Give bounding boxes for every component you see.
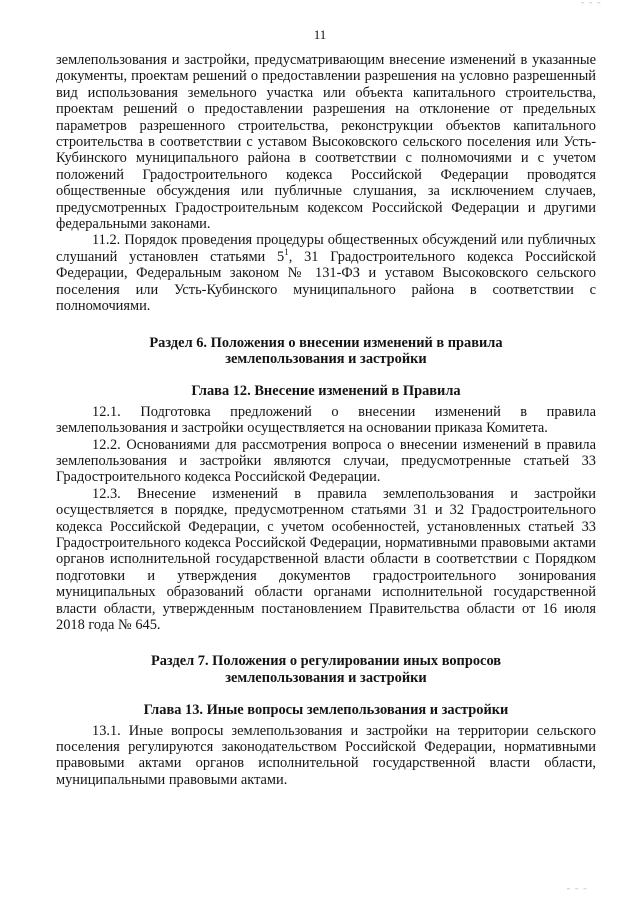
chapter-12-title: Глава 12. Внесение изменений в Правила (191, 383, 461, 400)
section-7-title-line-2: землепользования и застройки (225, 669, 427, 686)
section-7-title-line-1: Раздел 7. Положения о регулировании иных вопросов (150, 653, 502, 670)
paragraph-13-1: 13.1. Иные вопросы землепользования и застройки на территории сельского поселения регулируются законодательством Российской Федерации, нормативными правовыми актами органов исполнительной государственной власти области, муниципальными правовыми актами. (56, 722, 596, 788)
paragraph-11-2 (56, 232, 596, 314)
paragraph-12-2: 12.2. Основаниями для рассмотрения вопроса о внесении изменений в правила землепользования и застройки являются случаи, предусмотренные статьей 33 Градостроительного кодекса Российской Федерации. (56, 436, 596, 486)
section-7-title (56, 653, 596, 686)
document-body (56, 52, 596, 788)
paragraph-continuation: землепользования и застройки, предусматривающим внесение изменений в указанные документы, проектам решений о предоставлении разрешения на условно разрешенный вид использования земельного участка или объекта капитального строительства, проектам решений о предоставлении разрешения на отклонение от предельных параметров разрешенного строительства, реконструкции объектов капитального строительства в соответствии с уставом Высоковского сельского поселения или Усть-Кубинского муниципального района в соответствии с полномочиями и с учетом положений Градостроительного кодекса Российской Федерации проводятся общественные обсуждения или публичные слушания, за исключением случаев, предусмотренных Градостроительным кодексом Российской Федерации и другими федеральными законами. (56, 52, 596, 233)
page-number: 11 (313, 27, 327, 42)
section-6-title-line-1: Раздел 6. Положения о внесении изменений в правила (149, 334, 503, 351)
paragraph-12-3: 12.3. Внесение изменений в правила землепользования и застройки осуществляется в порядке, предусмотренном статьями 31 и 32 Градостроительного кодекса Российской Федерации, с учетом особенностей, установленных статьей 33 Градостроительного кодекса Российской Федерации, нормативными правовыми актами органов исполнительной государственной власти области в соответствии с Порядком подготовки и утверждения документов градостроительного зонирования муниципальных образований области органами исполнительной государственной власти области, утвержденным постановлением Правительства области от 16 июля 2018 года № 645. (56, 485, 596, 633)
scan-artifact-top: ˉ ˉ ˉ (580, 2, 602, 13)
paragraph-11-2-text-a: 11.2. Порядок проведения процедуры общественных обсуждений или публичных слушаний установлен статьями 5 (56, 232, 596, 265)
superscript-article-number: 1 (284, 247, 289, 258)
section-6-title-line-2: землепользования и застройки (225, 350, 427, 367)
paragraph-12-1: 12.1. Подготовка предложений о внесении изменений в правила землепользования и застройки осуществляется на основании приказа Комитета. (56, 403, 596, 437)
chapter-13-title: Глава 13. Иные вопросы землепользования и застройки (143, 702, 509, 719)
paragraph-11-2-text-b: , 31 Градостроительного кодекса Российской Федерации, Федеральным законом № 131-ФЗ и уставом Высоковского сельского поселения или Усть-Кубинского муниципального района в соответствии с полномочиями. (56, 248, 596, 315)
scan-artifact-bottom: ˉ ˉ ˉ (566, 888, 588, 899)
section-6-title (56, 335, 596, 368)
